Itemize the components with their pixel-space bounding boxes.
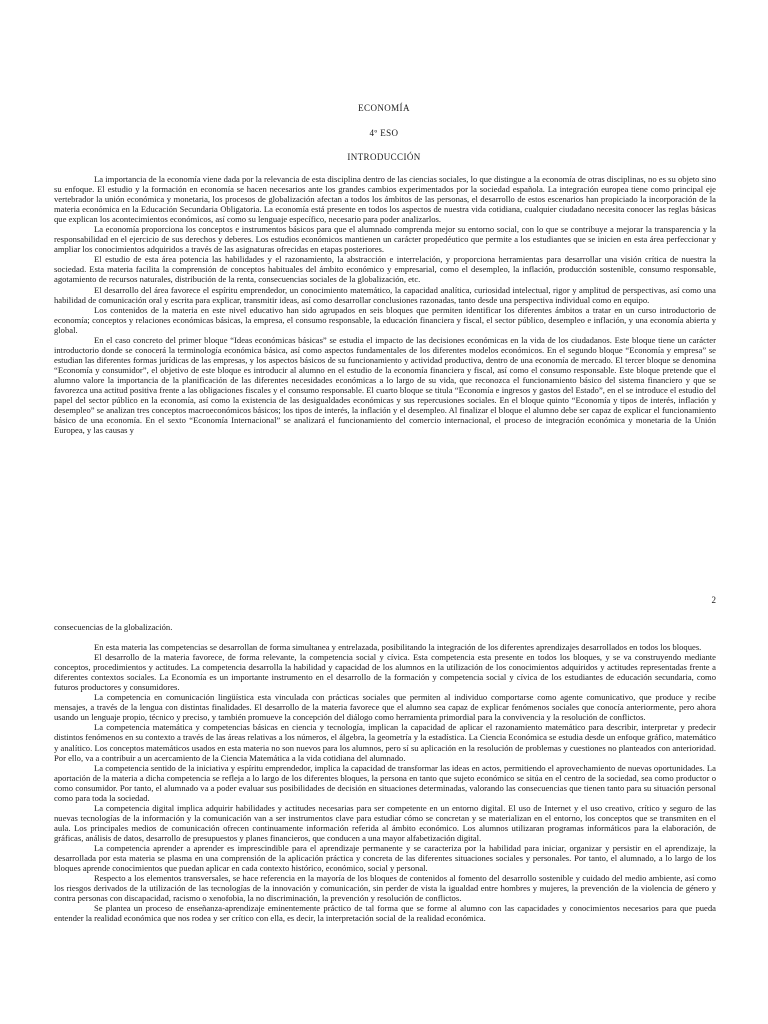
document-page-2: [0, 612, 768, 1024]
course-level: 4º ESO: [369, 128, 399, 138]
paragraph: La competencia matemática y competencias básicas en ciencia y tecnología, implican la capacidad de aplicar el razonamiento matemático para describir, interpretar y predecir distintos fenómenos en su contexto a través de las áreas relativas a los números, el álgebra, la geometría y la estadística. La Ciencia Económica se estudia desde un enfoque gráfico, matemático y analítico. Los conceptos matemáticos usados en esta materia no son nuevos para los alumnos, pero sí su aplicación en la resolución de problemas y cuestiones no planteados con anterioridad. Por ello, va a contribuir a un acercamiento de la Ciencia Matemática a la vida cotidiana del alumnado.: [54, 722, 716, 763]
paragraph: La competencia digital implica adquirir habilidades y actitudes necesarias para ser competente en un entorno digital. El uso de Internet y el uso creativo, crítico y seguro de las nuevas tecnologías de la información y la comunicación van a ser instrumentos clave para estudiar cómo se concretan y se materializan en el entorno, los conceptos que se transmiten en el aula. Los principales medios de comunicación ofrecen continuamente información referida al ámbito económico. Los alumnos utilizaran programas informáticos para la elaboración, de gráficas, análisis de datos, desarrollo de presupuestos y planes financieros, que conducen a una mayor alfabetización digital.: [54, 802, 716, 843]
page-1-body: [54, 174, 716, 435]
paragraph: La competencia en comunicación lingüística esta vinculada con prácticas sociales que permiten al individuo comportarse como agente comunicativo, que produce y recibe mensajes, a través de la lengua con distintas finalidades. El desarrollo de la materia favorece que el alumno sea capaz de explicar fenómenos sociales que conocía anteriormente, pero ahora usando un lenguaje propio, técnico y preciso, y también promueve la concepción del diálogo como herramienta primordial para la convivencia y la resolución de conflictos.: [54, 692, 716, 723]
page-number: 2: [711, 595, 716, 605]
continuation-line: consecuencias de la globalización.: [54, 622, 173, 632]
paragraph: Se plantea un proceso de enseñanza-aprendizaje eminentemente práctico de tal forma que se forme al alumno con las capacidades y conocimientos necesarios para que pueda entender la realidad económica que nos rodea y ser crítico con ella, es decir, la interpretación social de la realidad económica.: [54, 903, 716, 924]
paragraph: Los contenidos de la materia en este nivel educativo han sido agrupados en seis bloques que permiten identificar los diferentes ámbitos a tratar en un curso introductorio de economía; conceptos y relaciones económicas básicas, la empresa, el consumo responsable, la educación financiera y fiscal, el sector público, desempleo e inflación, y una economía abierta y global.: [54, 304, 716, 335]
document-title: ECONOMÍA: [358, 103, 410, 113]
paragraph: En esta materia las competencias se desarrollan de forma simultanea y entrelazada, posibilitando la integración de los diferentes aprendizajes desarrollados en todos los bloques.: [94, 642, 702, 653]
paragraph: La competencia aprender a aprender es imprescindible para el aprendizaje permanente y se caracteriza por la habilidad para iniciar, organizar y persistir en el aprendizaje, la desarrollada por esta materia se plasma en una comprensión de la aplicación práctica y concreta de las diferentes situaciones sociales y personales. Por tanto, el alumnado, a lo largo de los bloques aprende conocimientos que puedan aplicar en cada contexto histórico, económico, social y personal.: [54, 842, 716, 874]
paragraph: Respecto a los elementos transversales, se hace referencia en la mayoría de los bloques de contenidos al fomento del desarrollo sostenible y cuidado del medio ambiente, así como los riesgos derivados de la utilización de las tecnologías de la innovación y comunicación, sin perder de vista la igualdad entre hombres y mujeres, la prevención de la violencia de género y contra personas con discapacidad, racismo o xenofobia, la no discriminación, la prevención y resolución de conflictos.: [54, 873, 716, 904]
paragraph: En el caso concreto del primer bloque “Ideas económicas básicas” se estudia el impacto de las decisiones económicas en la vida de los ciudadanos. Este bloque tiene un carácter introductorio donde se conocerá la terminología económica básica, así como aspectos fundamentales de los diferentes modelos económicos. En el segundo bloque “Economía y empresa” se estudian las diferentes formas jurídicas de las empresas, y los aspectos básicos de su funcionamiento y actividad productiva, dentro de una economía de mercado. El tercer bloque se denomina “Economía y consumidor”, el objetivo de este bloque es introducir al alumno en el estudio de la economía financiera y fiscal, así como el consumo responsable. Este bloque pretende que el alumno valore la importancia de la planificación de las diferentes necesidades económicas a lo largo de su vida, que reconozca el funcionamiento básico del sistema financiero y que se favorezca una actitud positiva frente a las obligaciones fiscales y el consumo responsable. El cuarto bloque se titula “Economía e ingresos y gastos del Estado”, en el se introduce el estudio del papel del sector público en la economía, así como la existencia de las desigualdades económicas y sus repercusiones sociales. En el bloque quinto “Economía y tipos de interés, inflación y desempleo” se analizan tres conceptos macroeconómicos básicos; los tipos de interés, la inflación y el desempleo. Al finalizar el bloque el alumno debe ser capaz de explicar el funcionamiento básico de una economía. En el sexto “Economía Internacional” se analizará el funcionamiento del comercio internacional, el proceso de integración económica y monetaria de la Unión Europea, y las causas y: [54, 334, 716, 436]
paragraph: El estudio de esta área potencia las habilidades y el razonamiento, la abstracción e interrelación, y proporciona herramientas para desarrollar una visión crítica de nuestra la sociedad. Esta materia facilita la comprensión de conceptos habituales del ámbito económico y empresarial, como el desempleo, la inflación, producción sostenible, consumo responsable, agotamiento de recursos naturales, distribución de la renta, consecuencias sociales de la globalización, etc.: [54, 254, 716, 285]
section-heading: INTRODUCCIÓN: [347, 152, 421, 162]
paragraph: El desarrollo de la materia favorece, de forma relevante, la competencia social y cívica. Esta competencia esta presente en todos los bloques, y se va construyendo mediante conceptos, procedimientos y actitudes. La competencia desarrolla la habilidad y capacidad de los alumnos en la utilización de los conocimientos adquiridos y actitudes representadas frente a diferentes contextos sociales. La Economía es un importante instrumento en el desarrollo de la formación y competencia social y cívica de los estudiantes de educación secundaria, como futuros productores y consumidores.: [54, 652, 716, 693]
paragraph: El desarrollo del área favorece el espíritu emprendedor, un conocimiento matemático, la capacidad analítica, curiosidad intelectual, rigor y amplitud de perspectivas, así como una habilidad de comunicación oral y escrita para explicar, transmitir ideas, así como desarrollar conclusiones razonadas, tanto desde una perspectiva individual como en equipo.: [54, 284, 716, 305]
paragraph: La economía proporciona los conceptos e instrumentos básicos para que el alumnado comprenda mejor su entorno social, con lo que se contribuye a mejorar la transparencia y la responsabilidad en el ejercicio de sus derechos y deberes. Los estudios económicos mantienen un carácter propedéutico que permite a los estudiantes que se inicien en esta área perfeccionar y ampliar los conocimientos adquiridos a través de las asignaturas ofrecidas en etapas posteriores.: [54, 224, 716, 255]
page-2-body: [54, 622, 716, 923]
paragraph: La importancia de la economía viene dada por la relevancia de esta disciplina dentro de las ciencias sociales, lo que distingue a la economía de otras disciplinas, no es su objeto sino su enfoque. El estudio y la formación en economía se hacen necesarios ante los grandes cambios experimentados por la sociedad española. La integración europea tiene como principal eje vertebrador la unión económica y monetaria, los procesos de globalización afectan a todos los ámbitos de las personas, el desarrollo de estos escenarios han propiciado la incorporación de la materia económica en la Educación Secundaria Obligatoria. La economía está presente en todos los aspectos de nuestra vida cotidiana, cualquier ciudadano necesita conocer las reglas básicas que explican los acontecimientos económicos, así como su lenguaje específico, necesario para poder analizarlos.: [54, 174, 716, 225]
paragraph: La competencia sentido de la iniciativa y espíritu emprendedor, implica la capacidad de transformar las ideas en actos, permitiendo el aprovechamiento de nuevas oportunidades. La aportación de la materia a dicha competencia se refleja a lo largo de los diferentes bloques, la persona en tanto que sujeto económico se sitúa en el centro de la sociedad, sea como productor o como consumidor. Por tanto, el alumnado va a poder evaluar sus posibilidades de decisión en situaciones determinadas, valorando las consecuencias que tienen tanto para su situación personal como para toda la sociedad.: [54, 762, 716, 803]
